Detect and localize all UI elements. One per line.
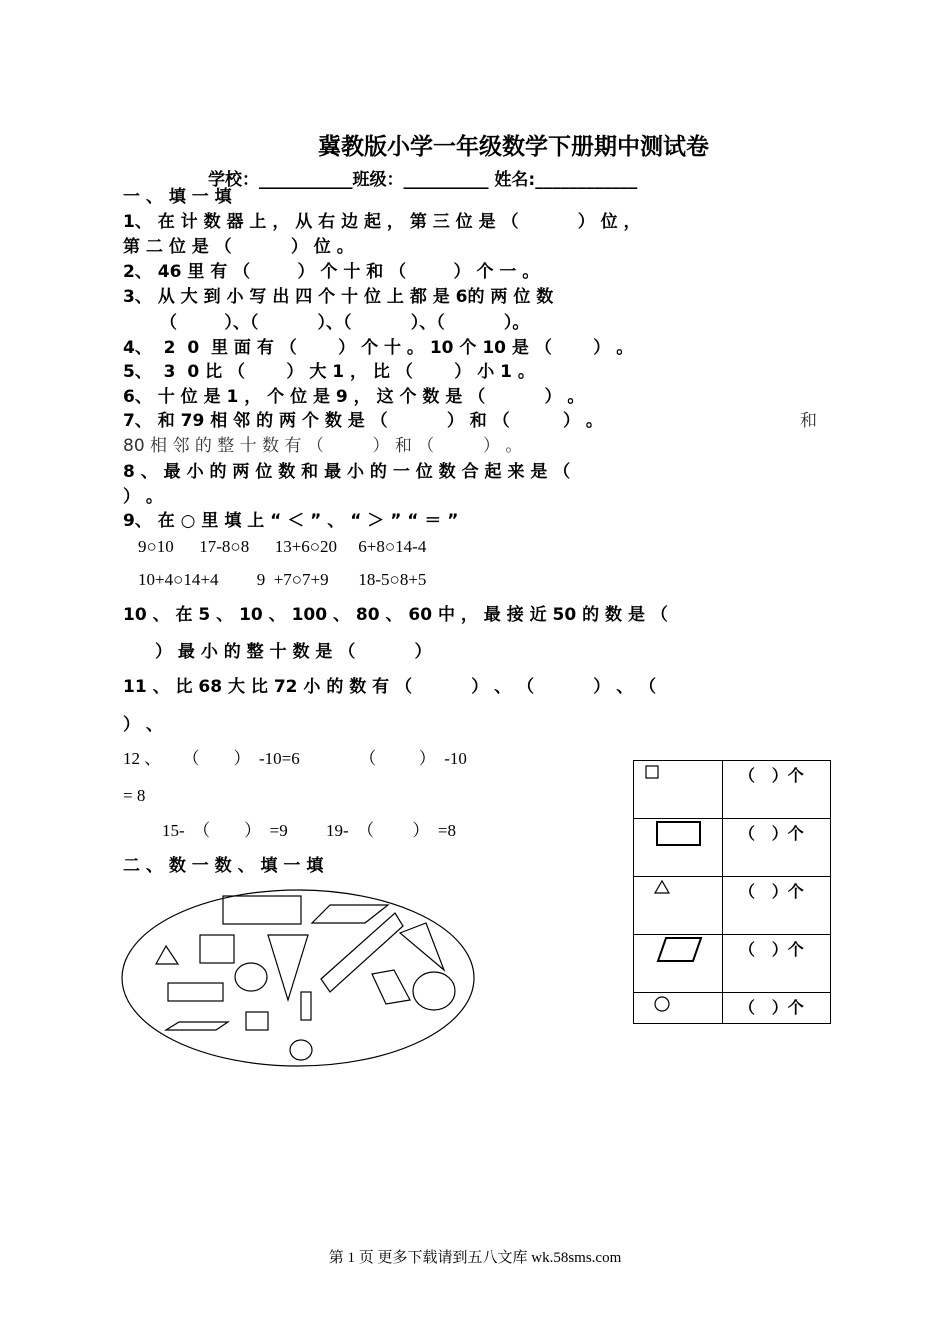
question-12-line-2: = 8 bbox=[123, 786, 146, 805]
section-2-heading: 二 、 数 一 数 、 填 一 填 bbox=[123, 856, 324, 876]
parallelogram-shape bbox=[321, 913, 403, 992]
square-shape bbox=[246, 1012, 268, 1030]
rectangle-shape bbox=[223, 896, 301, 924]
parallelogram-shape bbox=[312, 905, 388, 923]
circle-shape bbox=[235, 963, 267, 991]
question-10-line-1: 10 、 在 5 、 10 、 100 、 80 、 60 中 ， 最 接 近 50 的 数 是 （ bbox=[123, 605, 668, 625]
page-footer: 第 1 页 更多下载请到五八文库 wk.58sms.com bbox=[328, 1250, 622, 1266]
outer-ellipse bbox=[122, 890, 474, 1066]
table-row bbox=[634, 877, 831, 935]
count-blank: （ ）个 bbox=[723, 935, 831, 993]
triangle-shape bbox=[268, 935, 308, 1000]
count-blank: （ ）个 bbox=[723, 819, 831, 877]
small-square-cell bbox=[634, 761, 723, 819]
question-11-line-2: ） 、 bbox=[123, 715, 163, 735]
question-7-tail: 和 bbox=[800, 411, 817, 431]
circle-shape bbox=[290, 1040, 312, 1060]
table-row bbox=[634, 993, 831, 1024]
triangle-cell bbox=[634, 877, 723, 935]
parallelogram-icon bbox=[634, 935, 722, 992]
question-4: 4、 2 0 里 面 有 （ ） 个 十 。 10 个 10 是 （ ） 。 bbox=[123, 338, 634, 358]
table-row bbox=[634, 761, 831, 819]
question-9-row-2: 10+4○14+4 9 +7○7+9 18-5○8+5 bbox=[138, 570, 427, 589]
student-info-line: 学校：___________班级：__________ 姓名:____________ bbox=[208, 170, 638, 190]
question-12-line-3: 15- （ ） =9 19- （ ） =8 bbox=[162, 821, 456, 840]
question-12-line-1: 12 、 （ ） -10=6 （ ） -10 bbox=[123, 749, 467, 768]
rectangle-shape bbox=[301, 992, 311, 1020]
count-blank: （ ）个 bbox=[723, 993, 831, 1024]
parallelogram-shape bbox=[166, 1022, 228, 1030]
circle-shape bbox=[413, 972, 455, 1010]
table-row bbox=[634, 935, 831, 993]
circle-cell bbox=[634, 993, 723, 1024]
question-8-line-2: ） 。 bbox=[123, 487, 163, 507]
triangle-shape bbox=[400, 923, 444, 970]
question-6: 6、 十 位 是 1 ， 个 位 是 9 ， 这 个 数 是 （ ） 。 bbox=[123, 387, 585, 407]
section-1-heading: 一 、 填 一 填 bbox=[123, 187, 232, 207]
question-5: 5、 3 0 比 （ ） 大 1 ， 比 （ ） 小 1 。 bbox=[123, 362, 535, 382]
question-7-line-1: 7、 和 79 相 邻 的 两 个 数 是 （ ） 和 （ ） 。 bbox=[123, 411, 603, 431]
rectangle-cell bbox=[634, 819, 723, 877]
count-blank: （ ）个 bbox=[723, 761, 831, 819]
parallelogram-cell bbox=[634, 935, 723, 993]
shape-count-table bbox=[633, 760, 831, 1024]
question-3-line-2: （ ）、（ ）、（ ）、（ ）。 bbox=[160, 313, 530, 333]
parallelogram-shape bbox=[372, 970, 410, 1004]
question-2: 2、 46 里 有 （ ） 个 十 和 （ ） 个 一 。 bbox=[123, 262, 540, 282]
question-1-line-2: 第 二 位 是 （ ） 位 。 bbox=[123, 237, 354, 257]
question-10-line-2: ） 最 小 的 整 十 数 是 （ ） bbox=[155, 642, 432, 662]
table-row bbox=[634, 819, 831, 877]
count-blank: （ ）个 bbox=[723, 877, 831, 935]
small-square-icon bbox=[634, 761, 722, 818]
square-shape bbox=[200, 935, 234, 963]
question-1-line-1: 1、 在 计 数 器 上 ， 从 右 边 起 ， 第 三 位 是 （ ） 位 ， bbox=[123, 212, 641, 232]
question-3-line-1: 3、 从 大 到 小 写 出 四 个 十 位 上 都 是 6的 两 位 数 bbox=[123, 287, 554, 307]
question-8-line-1: 8 、 最 小 的 两 位 数 和 最 小 的 一 位 数 合 起 来 是 （ bbox=[123, 462, 571, 482]
question-11-line-1: 11 、 比 68 大 比 72 小 的 数 有 （ ） 、 （ ） 、 （ bbox=[123, 677, 657, 697]
question-7-line-2: 80 相 邻 的 整 十 数 有 （ ） 和 （ ） 。 bbox=[123, 436, 523, 456]
question-9-line-1: 9、 在 ○ 里 填 上 “ ＜ ” 、 “ ＞ ” “ ＝ ” bbox=[123, 511, 459, 531]
shapes-ellipse-figure bbox=[118, 888, 478, 1088]
triangle-icon bbox=[634, 877, 722, 934]
question-9-row-1: 9○10 17-8○8 13+6○20 6+8○14-4 bbox=[138, 537, 427, 556]
circle-icon bbox=[634, 993, 722, 1023]
triangle-shape bbox=[156, 946, 178, 964]
rectangle-shape bbox=[168, 983, 223, 1001]
page-title: 冀教版小学一年级数学下册期中测试卷 bbox=[318, 134, 709, 160]
rectangle-icon bbox=[634, 819, 722, 876]
